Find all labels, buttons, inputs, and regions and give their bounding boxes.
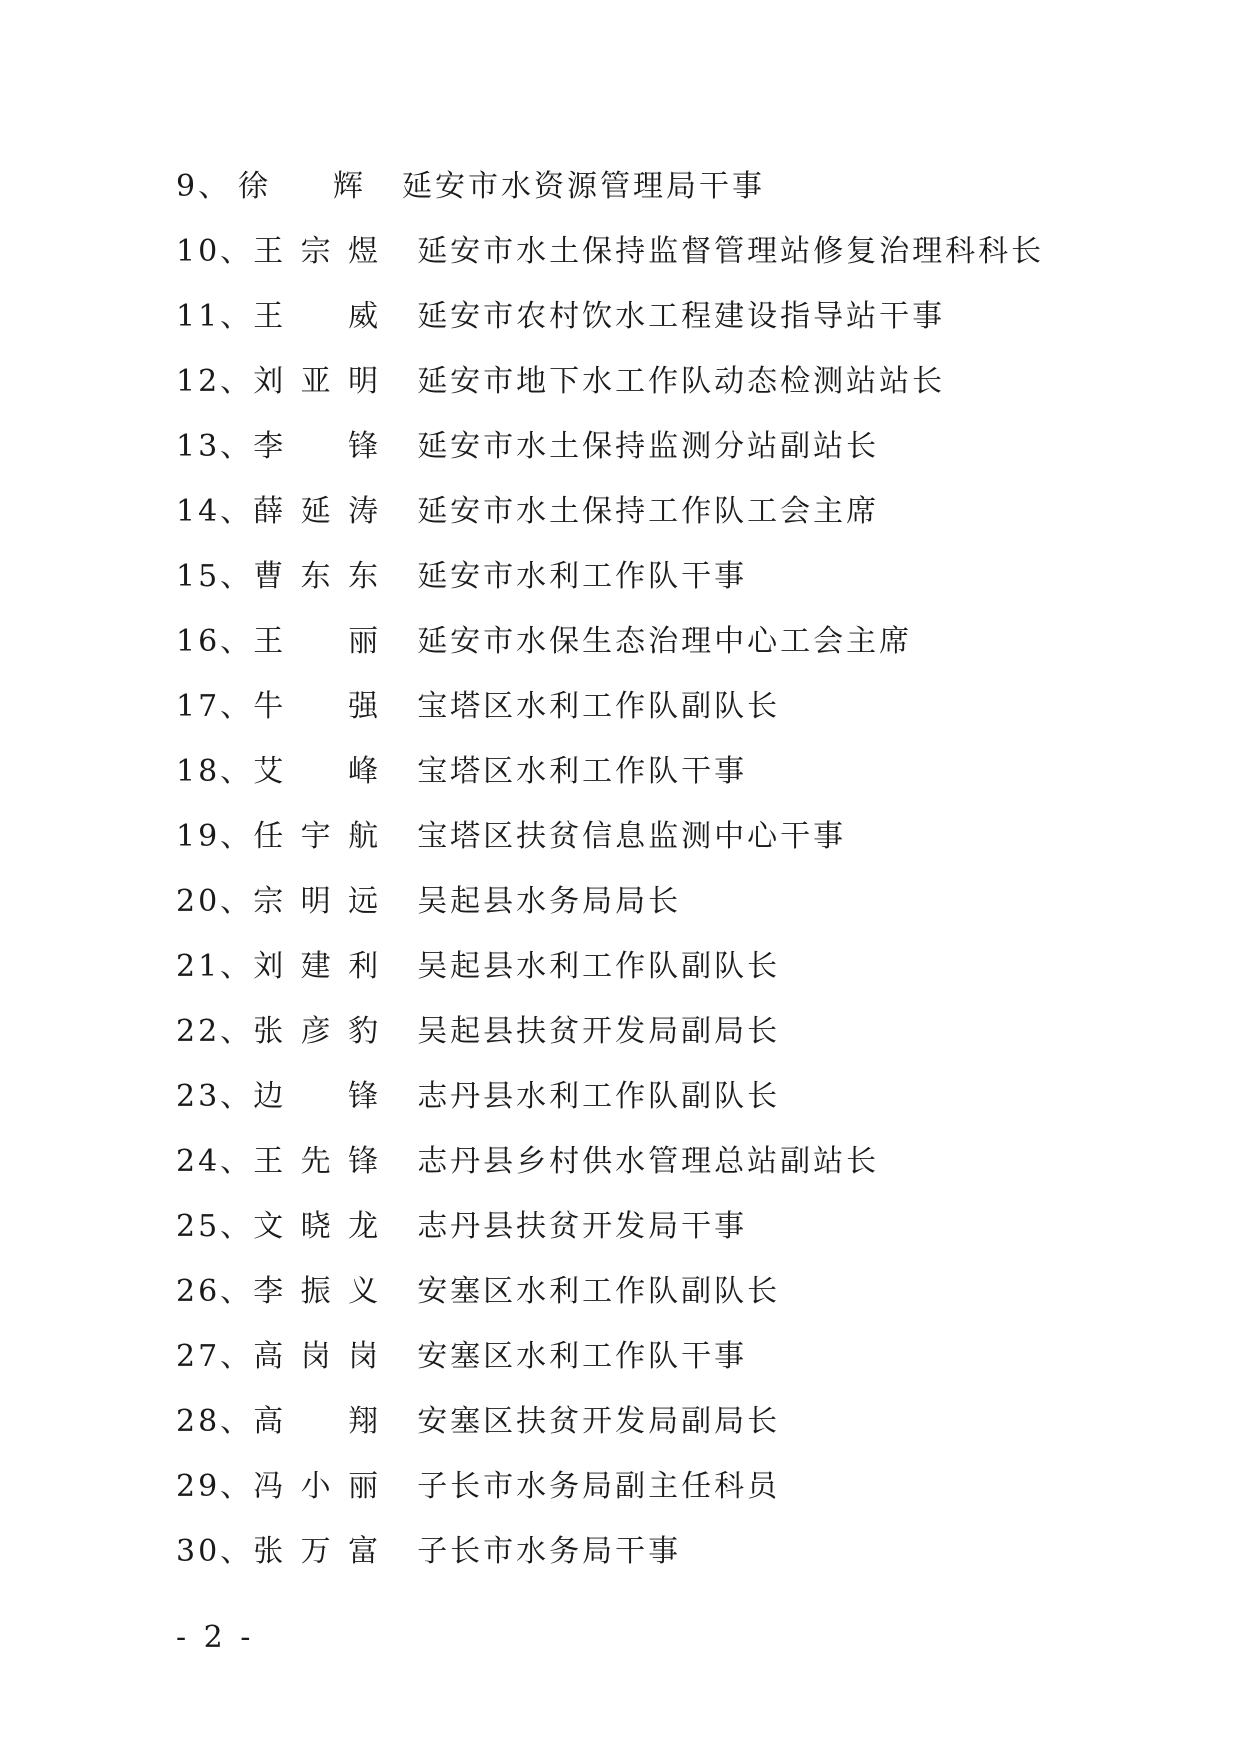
- list-item: [176, 150, 1076, 215]
- entry-person-name: 文晓龙: [253, 1208, 382, 1244]
- entry-number: 12、: [176, 363, 254, 399]
- entry-position: 延安市地下水工作队动态检测站站长: [417, 363, 946, 399]
- list-item: [176, 410, 1076, 475]
- list-item: [176, 1320, 1076, 1385]
- entry-number: 9、: [176, 168, 232, 204]
- list-item: [176, 1060, 1076, 1125]
- entry-position: 吴起县水务局局长: [417, 883, 682, 919]
- entry-number: 26、: [176, 1273, 254, 1309]
- entry-person-name: 艾 峰: [253, 753, 382, 789]
- list-item: [176, 1125, 1076, 1190]
- entry-person-name: 薛延涛: [253, 493, 382, 529]
- entry-position: 安塞区扶贫开发局副局长: [417, 1403, 781, 1439]
- entry-person-name: 刘建利: [253, 948, 382, 984]
- entry-position: 子长市水务局干事: [417, 1533, 682, 1569]
- list-item: [176, 1385, 1076, 1450]
- entry-position: 宝塔区水利工作队干事: [417, 753, 748, 789]
- entry-number: 18、: [176, 753, 254, 789]
- entry-number: 21、: [176, 948, 254, 984]
- list-item: [176, 930, 1076, 995]
- entry-number: 25、: [176, 1208, 254, 1244]
- list-item: [176, 280, 1076, 345]
- entry-number: 27、: [176, 1338, 254, 1374]
- entry-position: 延安市水资源管理局干事: [402, 168, 765, 204]
- list-item: [176, 995, 1076, 1060]
- entry-position: 吴起县扶贫开发局副局长: [417, 1013, 781, 1049]
- entry-number: 30、: [176, 1533, 254, 1569]
- list-item: [176, 865, 1076, 930]
- entry-number: 23、: [176, 1078, 254, 1114]
- entry-person-name: 王先锋: [253, 1143, 382, 1179]
- entry-number: 10、: [176, 233, 254, 269]
- entry-number: 11、: [176, 298, 254, 334]
- entry-number: 13、: [176, 428, 254, 464]
- list-item: [176, 735, 1076, 800]
- entry-number: 17、: [176, 688, 254, 724]
- entry-number: 14、: [176, 493, 254, 529]
- list-item: [176, 1190, 1076, 1255]
- entry-number: 29、: [176, 1468, 254, 1504]
- entry-person-name: 张万富: [253, 1533, 382, 1569]
- entry-position: 志丹县乡村供水管理总站副站长: [417, 1143, 880, 1179]
- list-item: [176, 345, 1076, 410]
- entry-number: 20、: [176, 883, 254, 919]
- entry-position: 宝塔区扶贫信息监测中心干事: [417, 818, 847, 854]
- list-item: [176, 1515, 1076, 1580]
- list-item: [176, 1450, 1076, 1515]
- entry-position: 宝塔区水利工作队副队长: [417, 688, 781, 724]
- entry-person-name: 王宗煜: [253, 233, 382, 269]
- entry-position: 吴起县水利工作队副队长: [417, 948, 781, 984]
- entry-person-name: 曹东东: [253, 558, 382, 594]
- entry-position: 延安市水土保持监测分站副站长: [417, 428, 880, 464]
- entry-person-name: 王 丽: [253, 623, 382, 659]
- list-item: [176, 215, 1076, 280]
- entry-person-name: 张彦豹: [253, 1013, 382, 1049]
- entry-person-name: 高 翔: [253, 1403, 382, 1439]
- entry-number: 24、: [176, 1143, 254, 1179]
- list-item: [176, 1255, 1076, 1320]
- entry-position: 子长市水务局副主任科员: [417, 1468, 781, 1504]
- list-item: [176, 540, 1076, 605]
- entry-person-name: 王 威: [253, 298, 382, 334]
- entry-number: 22、: [176, 1013, 254, 1049]
- list-item: [176, 800, 1076, 865]
- list-item: [176, 475, 1076, 540]
- entry-position: 延安市水土保持工作队工会主席: [417, 493, 880, 529]
- list-item: [176, 670, 1076, 735]
- entry-position: 志丹县扶贫开发局干事: [417, 1208, 748, 1244]
- entry-person-name: 边 锋: [253, 1078, 382, 1114]
- entry-person-name: 冯小丽: [253, 1468, 382, 1504]
- entry-position: 延安市水利工作队干事: [417, 558, 748, 594]
- entry-position: 延安市水保生态治理中心工会主席: [417, 623, 913, 659]
- personnel-list: [176, 150, 1076, 1580]
- entry-person-name: 宗明远: [253, 883, 382, 919]
- entry-position: 志丹县水利工作队副队长: [417, 1078, 781, 1114]
- page-number: - 2 -: [176, 1620, 255, 1655]
- entry-number: 16、: [176, 623, 254, 659]
- entry-person-name: 刘亚明: [253, 363, 382, 399]
- list-item: [176, 605, 1076, 670]
- entry-number: 19、: [176, 818, 254, 854]
- entry-person-name: 李 锋: [253, 428, 382, 464]
- entry-person-name: 徐 辉: [238, 168, 366, 204]
- entry-person-name: 高岗岗: [253, 1338, 382, 1374]
- entry-number: 15、: [176, 558, 254, 594]
- entry-person-name: 李振义: [253, 1273, 382, 1309]
- entry-position: 安塞区水利工作队干事: [417, 1338, 748, 1374]
- entry-person-name: 牛 强: [253, 688, 382, 724]
- entry-position: 延安市农村饮水工程建设指导站干事: [417, 298, 946, 334]
- entry-number: 28、: [176, 1403, 254, 1439]
- entry-position: 延安市水土保持监督管理站修复治理科科长: [417, 233, 1045, 269]
- entry-person-name: 任宇航: [253, 818, 382, 854]
- entry-position: 安塞区水利工作队副队长: [417, 1273, 781, 1309]
